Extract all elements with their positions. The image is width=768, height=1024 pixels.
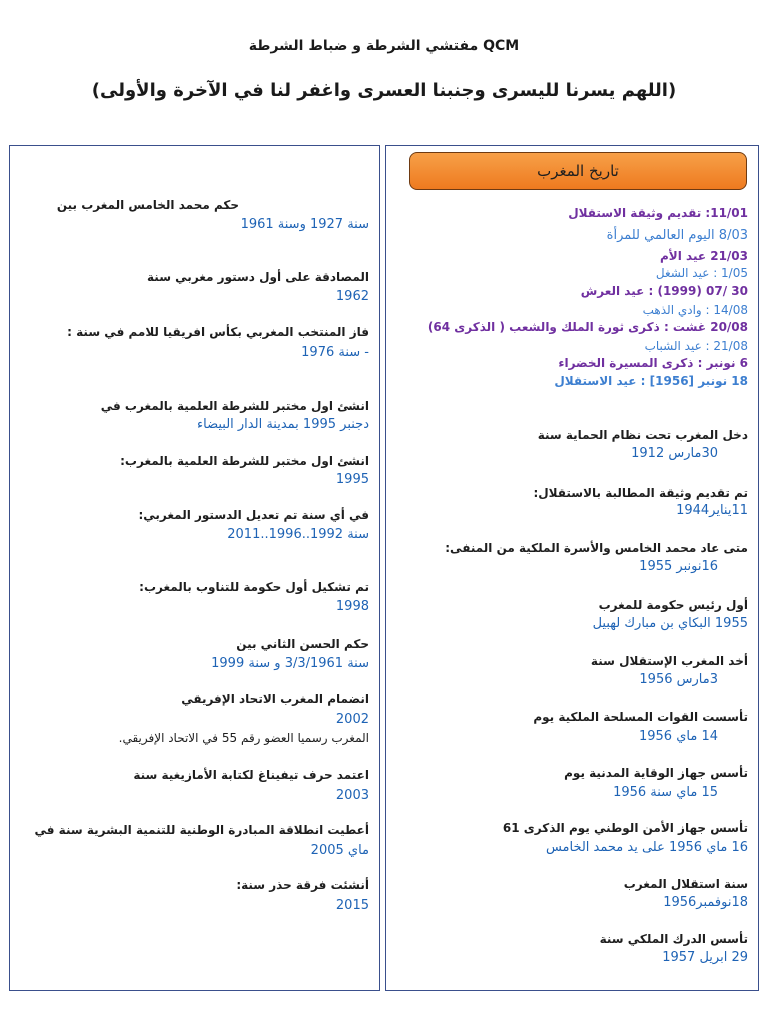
answer: 30مارس 1912 bbox=[631, 446, 718, 461]
answer: 29 ابريل 1957 bbox=[662, 950, 748, 965]
question: أخد المغرب الإستقلال سنة bbox=[590, 654, 748, 668]
answer: ماي 2005 bbox=[310, 843, 369, 858]
question: دخل المغرب تحت نظام الحماية سنة bbox=[537, 428, 748, 442]
answer: سنة 1992..1996..2011 bbox=[227, 527, 369, 542]
left-column bbox=[9, 145, 380, 991]
answer: 16 ماي 1956 على يد محمد الخامس bbox=[545, 840, 748, 855]
date-item: 1/05 : عيد الشغل bbox=[655, 266, 748, 280]
question: أول رئيس حكومة للمغرب bbox=[598, 598, 748, 612]
answer: 1998 bbox=[335, 599, 369, 614]
answer: 16نونبر 1955 bbox=[639, 559, 718, 574]
right-column bbox=[385, 145, 759, 991]
date-item: 8/03 اليوم العالمي للمرأة bbox=[606, 228, 748, 243]
date-item: 14/08 : وادي الذهب bbox=[642, 303, 748, 317]
note: المغرب رسميا العضو رقم 55 في الاتحاد الإفريقي. bbox=[118, 731, 369, 745]
date-item: 20/08 غشت : ذكرى ثورة الملك والشعب ( الذكرى 64) bbox=[427, 320, 748, 334]
answer: 15 ماي سنة 1956 bbox=[613, 785, 718, 800]
section-heading-morocco-history: تاريخ المغرب bbox=[409, 152, 747, 190]
question: المصادقة على أول دستور مغربي سنة bbox=[147, 270, 369, 284]
page-subtitle: (اللهم يسرنا لليسرى وجنبنا العسرى واغفر لنا في الآخرة والأولى) bbox=[91, 80, 677, 101]
question: أعطيت انطلاقة المبادرة الوطنية للتنمية البشرية سنة في bbox=[34, 823, 369, 837]
answer: 1955 البكاي بن مبارك لهبيل bbox=[592, 616, 748, 631]
question: تأسست القوات المسلحة الملكية يوم bbox=[533, 710, 748, 724]
answer: - سنة 1976 bbox=[301, 345, 369, 360]
question: فاز المنتخب المغربي بكأس افريقيا للامم في سنة : bbox=[67, 325, 369, 339]
answer: 1995 bbox=[335, 472, 369, 487]
question: في أي سنة تم تعديل الدستور المغربي: bbox=[138, 508, 369, 522]
question: حكم الحسن الثاني بين bbox=[236, 637, 369, 651]
question: تأسس جهاز الوقاية المدنية يوم bbox=[564, 766, 748, 780]
question: تم تشكيل أول حكومة للتناوب بالمغرب: bbox=[139, 580, 369, 594]
date-item: 18 نونبر [1956] : عيد الاستقلال bbox=[554, 374, 748, 388]
question: حكم محمد الخامس المغرب بين bbox=[56, 198, 239, 212]
answer: سنة 1927 وسنة 1961 bbox=[240, 217, 369, 232]
answer: 11يناير1944 bbox=[676, 503, 748, 518]
date-item: 30 /07 (1999) : عيد العرش bbox=[580, 284, 748, 298]
question: أنشئت فرقة حذر سنة: bbox=[236, 878, 369, 892]
answer: 2015 bbox=[335, 898, 369, 913]
page-title: QCM مفتشي الشرطة و ضباط الشرطة bbox=[248, 38, 520, 54]
date-item: 21/08 : عيد الشباب bbox=[644, 339, 748, 353]
question: انضمام المغرب الاتحاد الإفريقي bbox=[181, 692, 369, 706]
answer: دجنبر 1995 بمدينة الدار البيضاء bbox=[197, 417, 369, 432]
date-item: 6 نونبر : ذكرى المسيرة الخضراء bbox=[558, 356, 748, 370]
answer: 2002 bbox=[335, 712, 369, 727]
question: متى عاد محمد الخامس والأسرة الملكية من المنفى: bbox=[445, 541, 748, 555]
question: تأسس جهاز الأمن الوطني يوم الذكرى 61 bbox=[502, 821, 748, 835]
answer: 14 ماي 1956 bbox=[638, 729, 718, 744]
answer: سنة 3/3/1961 و سنة 1999 bbox=[211, 656, 369, 671]
question: سنة استقلال المغرب bbox=[623, 877, 748, 891]
question: انشئ اول مختبر للشرطة العلمية بالمغرب: bbox=[120, 454, 369, 468]
answer: 3مارس 1956 bbox=[639, 672, 718, 687]
answer: 18نوفمبر1956 bbox=[663, 895, 748, 910]
question: اعتمد حرف تيفيناغ لكتابة الأمازيغية سنة bbox=[133, 768, 369, 782]
date-item: 11/01: تقديم وثيقة الاستقلال bbox=[568, 206, 748, 220]
question: تم تقديم وثيقة المطالبة بالاستقلال: bbox=[533, 486, 748, 500]
question: انشئ اول مختبر للشرطة العلمية بالمغرب في bbox=[100, 399, 369, 413]
question: تأسس الدرك الملكي سنة bbox=[599, 932, 748, 946]
answer: 1962 bbox=[335, 289, 369, 304]
answer: 2003 bbox=[335, 788, 369, 803]
date-item: 21/03 عيد الأم bbox=[659, 249, 748, 263]
